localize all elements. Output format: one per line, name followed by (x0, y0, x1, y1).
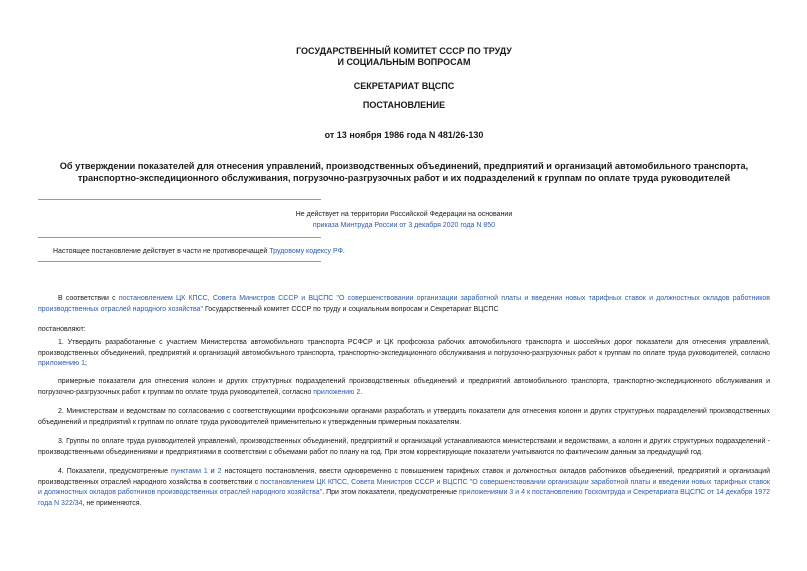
cpsu-resolution-link[interactable]: постановлением ЦК КПСС, Совета Министров СССР и ВЦСПС "О совершенствовании организации заработной платы и введении новых тарифных ставок и должностных окладов работников производственных отраслей народного хозяйства" (38, 295, 770, 313)
appendix-1-link[interactable]: приложению 1 (38, 360, 86, 367)
paragraph-1-end: ; (85, 360, 87, 367)
intro-pre: В соответствии с (58, 295, 119, 302)
document-title: Об утверждении показателей для отнесения управлений, производственных объединений, предприятий и организаций автомобильного транспорта, транспортно-экспедиционного обслуживания, погрузочно-разгрузочных работ и их подразделений к группам по оплате труда руководителей (59, 161, 749, 183)
paragraph-4-a: 4. Показатели, предусмотренные (58, 468, 171, 475)
appendices-3-4-link[interactable]: приложениями 3 и 4 к постановлению Госкомтруда и Секретариата ВЦСПС от 14 декабря 1972 года N 322/34 (38, 489, 770, 507)
divider-top (38, 199, 321, 200)
paragraph-1b-end: . (360, 388, 363, 396)
paragraph-4-d: , не применяются. (82, 499, 142, 507)
labor-code-note-end: . (342, 248, 345, 255)
secretariat-heading: СЕКРЕТАРИАТ ВЦСПС (353, 81, 455, 91)
decree-word: постановляют: (38, 326, 86, 333)
validity-notice-link-wrap (38, 220, 770, 231)
order-link[interactable]: приказа Минтруда России от 3 декабря 2020 года N 850 (312, 222, 496, 229)
paragraph-4-b: настоящего постановления, ввести одновременно с повышением тарифных ставок и должностных окладов работников объединений, предприятий и организаций производственных отраслей народного хозяйства в соответствии с (38, 468, 770, 486)
document-type: ПОСТАНОВЛЕНИЕ (362, 100, 446, 110)
paragraph-1 (38, 338, 770, 370)
paragraph-3: 3. Группы по оплате труда руководителей управлений, производственных объединений, предприятий и организаций устанавливаются министерствами и ведомствами, а колонн и других структурных подразделений - производственными объединениями и предприятиями в соответствии с объемами работ по плану на год. При этом корректирующие показатели учитываются по фактическим данным за предыдущий год. (38, 438, 770, 456)
labor-code-note (53, 246, 345, 257)
divider-bottom (38, 261, 321, 262)
paragraph-4-and: и (207, 468, 218, 475)
labor-code-note-text: Настоящее постановление действует в части не противоречащей (53, 248, 270, 255)
divider-middle (38, 237, 321, 238)
date-and-number: от 13 ноября 1986 года N 481/26-130 (324, 130, 484, 140)
paragraph-1b (38, 377, 770, 398)
paragraph-4-c: . При этом показатели, предусмотренные (322, 489, 459, 496)
points-1-link[interactable]: пунктами 1 (170, 468, 208, 475)
validity-notice: Не действует на территории Российской Федерации на основании (295, 211, 513, 218)
authority-line-1: ГОСУДАРСТВЕННЫЙ КОМИТЕТ СССР ПО ТРУДУ (296, 46, 512, 56)
authority-line-2: И СОЦИАЛЬНЫМ ВОПРОСАМ (337, 57, 471, 67)
intro-post: Государственный комитет СССР по труду и социальным вопросам и Секретариат ВЦСПС (203, 305, 499, 313)
appendix-2-link[interactable]: приложению 2 (313, 388, 361, 396)
document-page (38, 0, 770, 571)
issuing-authority (38, 46, 770, 68)
paragraph-4 (38, 467, 770, 509)
paragraph-2: 2. Министерствам и ведомствам по согласованию с соответствующими профсоюзными органами разработать и утвердить показатели для отнесения колонн и других структурных подразделений производственных объединений и предприятий к группам по оплате труда руководителей применительно к утвержденным примерным показателям. (38, 408, 770, 426)
point-2-link[interactable]: 2 (217, 468, 222, 475)
labor-code-link[interactable]: Трудовому кодексу РФ (269, 248, 343, 255)
intro-paragraph (38, 294, 770, 315)
cpsu-resolution-link-2[interactable]: постановлением ЦК КПСС, Совета Министров СССР и ВЦСПС "О совершенствовании организации заработной платы и введении новых тарифных ставок и должностных окладов работников производственных отраслей народного хозяйства" (38, 478, 770, 496)
paragraph-1-text: 1. Утвердить разработанные с участием Министерства автомобильного транспорта РСФСР и ЦК профсоюза рабочих автомобильного транспорта и шоссейных дорог показатели для отнесения управлений, производственных объединений, предприятий и организаций автомобильного транспорта, транспортно-экспедиционного обслуживания и погрузочно-разгрузочных работ к группам по оплате труда руководителей, согласно (38, 339, 770, 357)
paragraph-1b-text: примерные показатели для отнесения колонн и других структурных подразделений производственных объединений и предприятий автомобильного транспорта, транспортно-экспедиционного обслуживания и погрузочно-разгрузочных работ к группам по оплате труда руководителей, согласно (38, 378, 770, 396)
